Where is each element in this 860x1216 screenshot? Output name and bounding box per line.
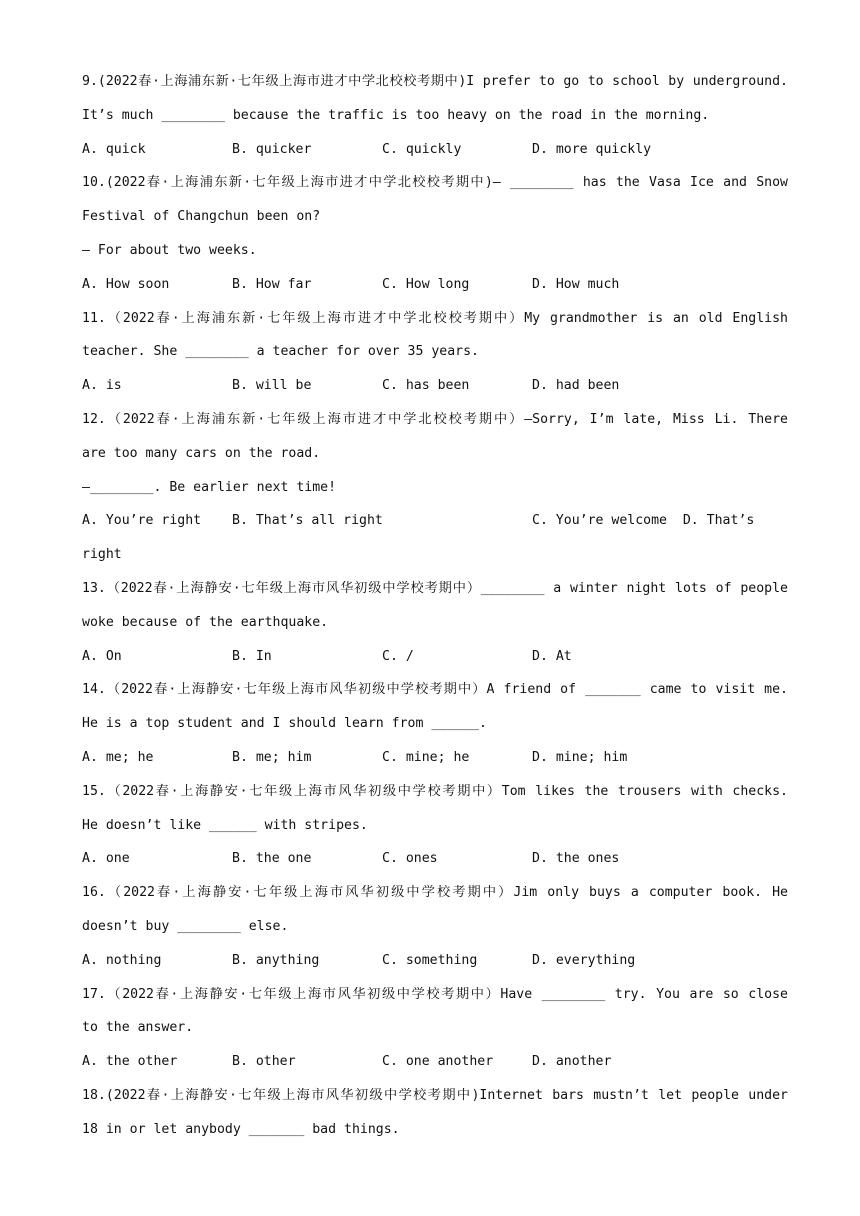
answer-options	[82, 746, 788, 780]
option-b[interactable]: B. anything	[232, 952, 320, 968]
question-text-line: are too many cars on the road.	[82, 445, 321, 461]
question-14	[82, 678, 788, 779]
question-text-line: He is a top student and I should learn from ______.	[82, 716, 487, 732]
option-a[interactable]: A. is	[82, 378, 122, 394]
question-text-line: teacher. She ________ a teacher for over 35 years.	[82, 344, 479, 360]
option-a[interactable]: A. You’re right	[82, 513, 202, 529]
option-a[interactable]: A. How soon	[82, 276, 170, 292]
option-c[interactable]: C. /	[382, 648, 414, 664]
option-b[interactable]: B. quicker	[232, 141, 312, 157]
question-15	[82, 780, 788, 881]
option-d[interactable]: D. had been	[532, 378, 620, 394]
question-text-line: right	[82, 547, 122, 563]
question-text-line: 17.（2022春·上海静安·七年级上海市风华初级中学校考期中）Have ________ try. You are so close	[82, 986, 788, 1002]
option-a[interactable]: A. On	[82, 648, 122, 664]
option-c[interactable]: C. something	[382, 952, 478, 968]
option-d[interactable]: D. everything	[532, 952, 636, 968]
question-16	[82, 881, 788, 982]
question-11	[82, 307, 788, 408]
answer-options	[82, 645, 788, 679]
answer-options	[82, 847, 788, 881]
option-b[interactable]: B. In	[232, 648, 272, 664]
option-b[interactable]: B. That’s all right	[232, 513, 383, 529]
option-d[interactable]: D. more quickly	[532, 141, 652, 157]
question-text-line: 13.（2022春·上海静安·七年级上海市风华初级中学校考期中）________ a winter night lots of people	[82, 580, 788, 596]
question-text-line: woke because of the earthquake.	[82, 614, 329, 630]
option-c[interactable]: C. ones	[382, 851, 438, 867]
question-text-line: 11.（2022春·上海浦东新·七年级上海市进才中学北校校考期中）My grandmother is an old English	[82, 310, 788, 326]
option-a[interactable]: A. the other	[82, 1054, 178, 1070]
option-d[interactable]: D. How much	[532, 276, 620, 292]
answer-options	[82, 1050, 788, 1084]
question-text-line: 12.（2022春·上海浦东新·七年级上海市进才中学北校校考期中）—Sorry, I’m late, Miss Li. There	[82, 411, 788, 427]
option-c-d[interactable]: C. You’re welcome D. That’s	[532, 513, 755, 529]
option-c[interactable]: C. mine; he	[382, 749, 470, 765]
option-a[interactable]: A. me; he	[82, 749, 154, 765]
question-text-line: 15.（2022春·上海静安·七年级上海市风华初级中学校考期中）Tom likes the trousers with checks.	[82, 783, 788, 799]
question-text-line: — For about two weeks.	[82, 242, 257, 258]
question-text-line: —________. Be earlier next time!	[82, 479, 337, 495]
question-text-line: 18 in or let anybody _______ bad things.	[82, 1121, 400, 1137]
option-c[interactable]: C. How long	[382, 276, 470, 292]
option-d[interactable]: D. another	[532, 1054, 612, 1070]
option-a[interactable]: A. one	[82, 851, 130, 867]
option-d[interactable]: D. the ones	[532, 851, 620, 867]
question-9	[82, 70, 788, 171]
option-b[interactable]: B. will be	[232, 378, 312, 394]
option-b[interactable]: B. other	[232, 1054, 296, 1070]
document-page	[82, 70, 788, 1152]
option-c[interactable]: C. has been	[382, 378, 470, 394]
answer-options	[82, 138, 788, 172]
question-text-line: He doesn’t like ______ with stripes.	[82, 817, 368, 833]
option-d[interactable]: D. mine; him	[532, 749, 628, 765]
answer-options	[82, 509, 788, 543]
question-text-line: 16.（2022春·上海静安·七年级上海市风华初级中学校考期中）Jim only buys a computer book. He	[82, 885, 788, 901]
option-b[interactable]: B. the one	[232, 851, 312, 867]
option-a[interactable]: A. nothing	[82, 952, 162, 968]
question-10	[82, 171, 788, 306]
option-b[interactable]: B. me; him	[232, 749, 312, 765]
option-c[interactable]: C. one another	[382, 1054, 494, 1070]
answer-options	[82, 374, 788, 408]
answer-options	[82, 273, 788, 307]
question-text-line: 18.(2022春·上海静安·七年级上海市风华初级中学校考期中)Internet bars mustn’t let people under	[82, 1087, 788, 1103]
option-a[interactable]: A. quick	[82, 141, 146, 157]
question-text-line: Festival of Changchun been on?	[82, 209, 321, 225]
question-13	[82, 577, 788, 678]
answer-options	[82, 949, 788, 983]
question-17	[82, 983, 788, 1084]
question-text-line: to the answer.	[82, 1020, 194, 1036]
option-c[interactable]: C. quickly	[382, 141, 462, 157]
question-text-line: doesn’t buy ________ else.	[82, 918, 289, 934]
question-18	[82, 1084, 788, 1152]
option-d[interactable]: D. At	[532, 648, 572, 664]
question-text-line: 14.（2022春·上海静安·七年级上海市风华初级中学校考期中）A friend of _______ came to visit me.	[82, 682, 788, 698]
question-12	[82, 408, 788, 577]
question-text-line: 10.(2022春·上海浦东新·七年级上海市进才中学北校校考期中)— ________ has the Vasa Ice and Snow	[82, 175, 788, 191]
question-text-line: 9.(2022春·上海浦东新·七年级上海市进才中学北校校考期中)I prefer to go to school by underground.	[82, 74, 788, 89]
question-text-line: It’s much ________ because the traffic is too heavy on the road in the morning.	[82, 107, 710, 123]
option-b[interactable]: B. How far	[232, 276, 312, 292]
